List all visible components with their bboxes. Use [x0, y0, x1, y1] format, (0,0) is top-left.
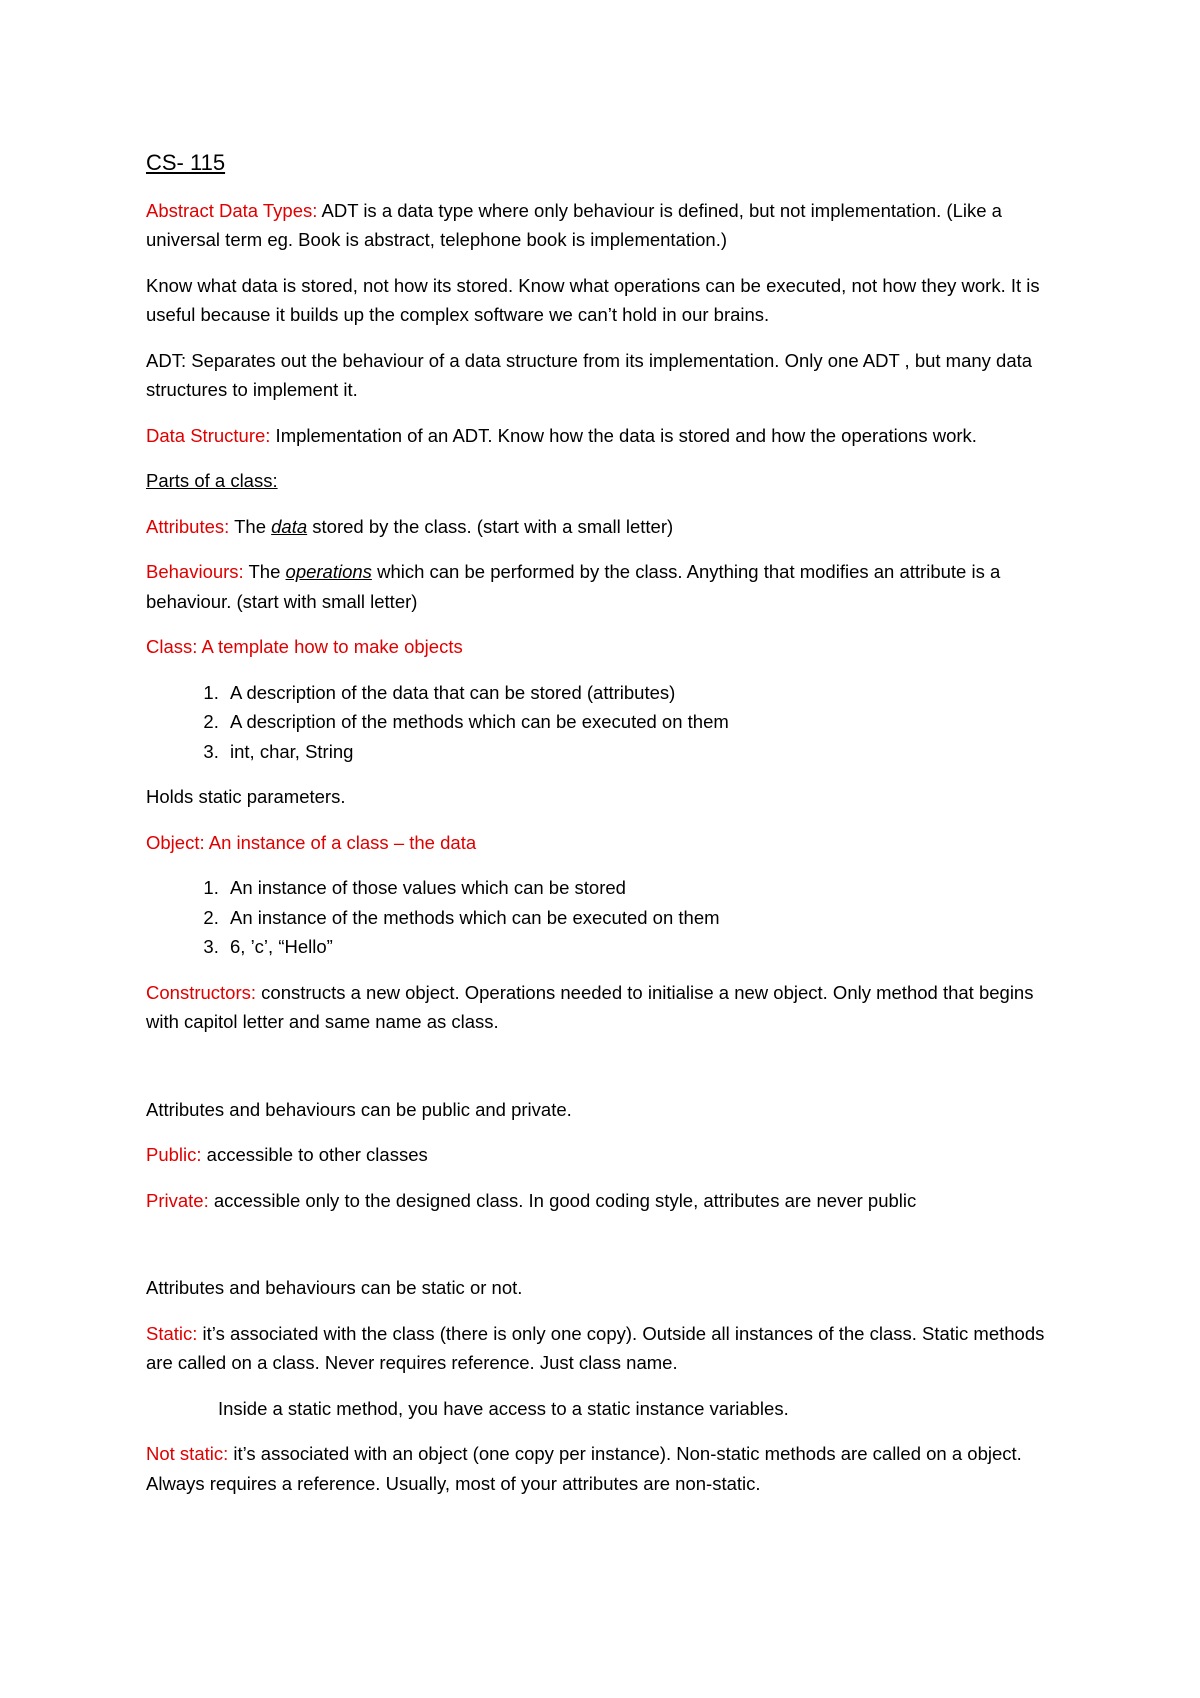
private-definition — [146, 1186, 1060, 1216]
behaviours-pre: The — [243, 561, 286, 582]
data-structure-definition — [146, 421, 1060, 451]
list-item: 2. An instance of the methods which can be executed on them — [224, 903, 1060, 933]
adt-text: ADT is a data type where only behaviour is defined, but not implementation. (Like a universal term eg. Book is abstract, telephone book is implementation.) — [146, 199, 1002, 250]
private-text: accessible only to the designed class. In good coding style, attributes are never public — [208, 1189, 917, 1211]
static-paragraph: Attributes and behaviours can be static or not. — [146, 1277, 523, 1298]
class-heading: Class: A template how to make objects — [146, 636, 463, 657]
static-note: Inside a static method, you have access to a static instance variables. — [218, 1397, 789, 1419]
constructors-text: constructs a new object. Operations needed to initialise a new object. Only method that begins with capitol letter and same name as class. — [146, 981, 1034, 1032]
list-item: 2. A description of the methods which can be executed on them — [224, 707, 1060, 737]
page-title: CS- 115 — [146, 150, 226, 175]
object-heading: Object: An instance of a class – the data — [146, 831, 477, 853]
holds-static-paragraph: Holds static parameters. — [146, 786, 346, 807]
public-term: Public: — [146, 1144, 202, 1165]
spacer — [146, 1231, 1060, 1273]
constructors-term: Constructors: — [146, 981, 257, 1003]
not-static-text: it’s associated with an object (one copy per instance). Non-static methods are called on a object. Always requires a reference. Usually, most of your attributes are non-static. — [146, 1443, 1022, 1494]
private-term: Private: — [146, 1189, 209, 1211]
static-term: Static: — [146, 1322, 198, 1344]
attributes-post: stored by the class. (start with a small letter) — [307, 515, 674, 537]
object-list — [146, 873, 1060, 962]
parts-heading: Parts of a class: — [146, 470, 278, 491]
public-text: accessible to other classes — [201, 1144, 428, 1165]
constructors-definition — [146, 978, 1060, 1037]
adt-term: Abstract Data Types: — [146, 199, 318, 221]
static-definition — [146, 1319, 1060, 1378]
class-list — [146, 678, 1060, 767]
attributes-term: Attributes: — [146, 515, 230, 537]
list-item: 3. 6, ’c’, “Hello” — [224, 932, 1060, 962]
behaviours-term: Behaviours: — [146, 561, 244, 582]
adt-definition — [146, 196, 1060, 255]
behaviours-definition — [146, 557, 1060, 616]
know-paragraph: Know what data is stored, not how its stored. Know what operations can be executed, not how they work. It is useful because it builds up the complex software we can’t hold in our brains. — [146, 274, 1040, 325]
attributes-definition — [146, 512, 1060, 542]
list-item: 1. An instance of those values which can be stored — [224, 873, 1060, 903]
behaviours-post: which can be performed by the class. Anything that modifies an attribute is a behaviour. (start with small letter) — [146, 561, 1001, 612]
spacer — [146, 1053, 1060, 1095]
attributes-pre: The — [229, 515, 272, 537]
not-static-term: Not static: — [146, 1443, 229, 1464]
visibility-paragraph: Attributes and behaviours can be public and private. — [146, 1098, 572, 1120]
behaviours-emphasis: operations — [285, 561, 372, 582]
adt-paragraph: ADT: Separates out the behaviour of a data structure from its implementation. Only one ADT , but many data structures to implement it. — [146, 349, 1033, 400]
data-structure-text: Implementation of an ADT. Know how the data is stored and how the operations work. — [270, 424, 977, 446]
data-structure-term: Data Structure: — [146, 424, 271, 446]
list-item: 3. int, char, String — [224, 737, 1060, 767]
static-text: it’s associated with the class (there is only one copy). Outside all instances of the class. Static methods are called on a class. Never requires reference. Just class name. — [146, 1322, 1045, 1373]
attributes-emphasis: data — [271, 515, 308, 537]
list-item: 1. A description of the data that can be stored (attributes) — [224, 678, 1060, 708]
public-definition — [146, 1140, 1060, 1170]
not-static-definition — [146, 1439, 1060, 1498]
